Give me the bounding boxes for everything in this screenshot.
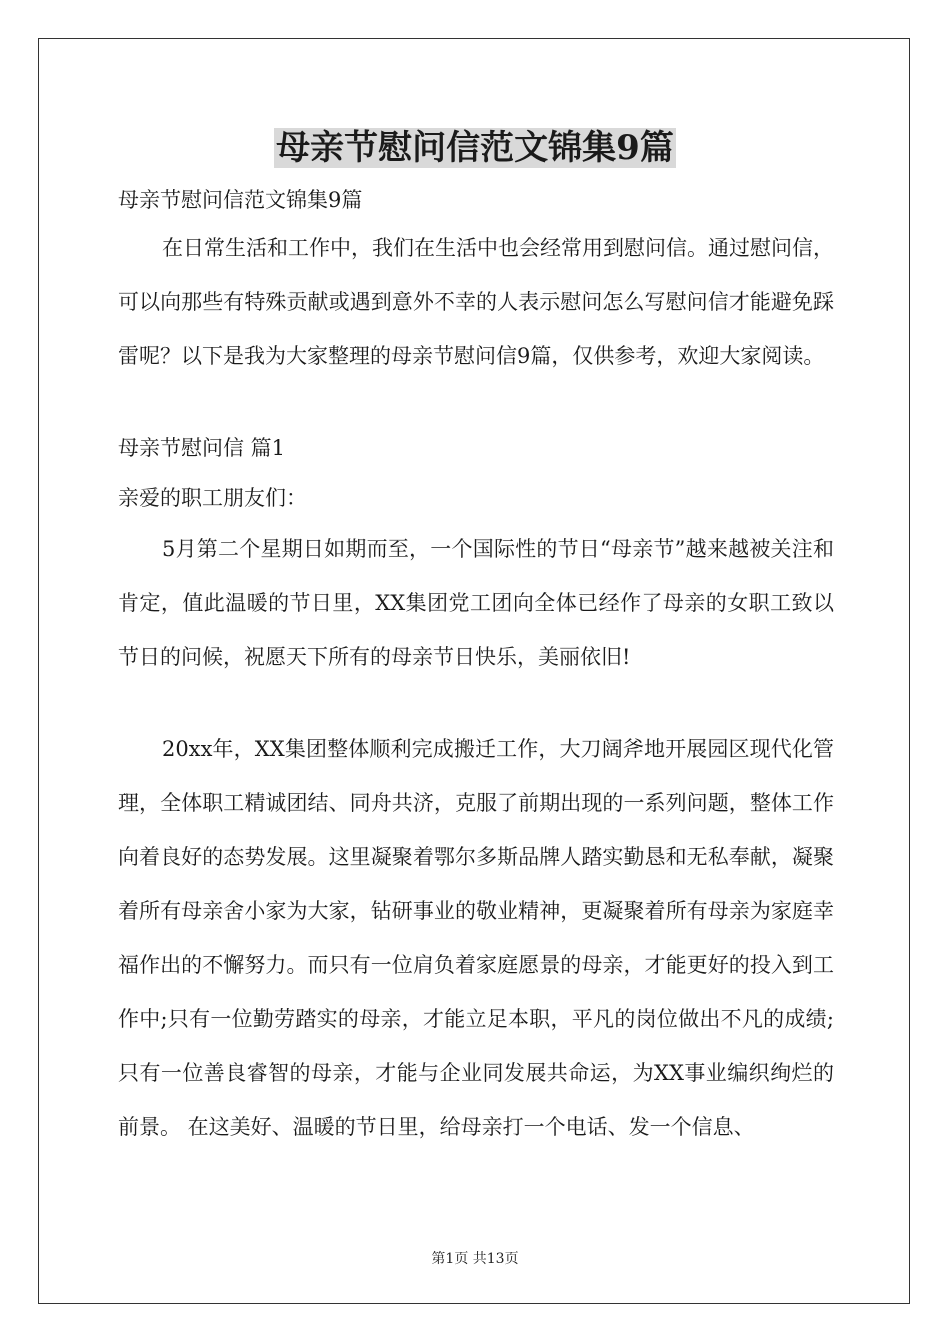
intro-paragraph: 在日常生活和工作中，我们在生活中也会经常用到慰问信。通过慰问信，可以向那些有特殊贡献或遇到意外不幸的人表示慰问怎么写慰问信才能避免踩雷呢？以下是我为大家整理的母亲节慰问信9篇，仅供参考，欢迎大家阅读。 bbox=[118, 236, 834, 368]
body-paragraph-1: 5月第二个星期日如期而至，一个国际性的节日“母亲节”越来越被关注和肯定，值此温暖的节日里，XX集团党工团向全体已经作了母亲的女职工致以节日的问候，祝愿天下所有的母亲节日快乐，美丽依旧! bbox=[118, 537, 834, 669]
document-subtitle: 母亲节慰问信范文锦集9篇 bbox=[118, 188, 363, 212]
document-title: 母亲节慰问信范文锦集9篇 bbox=[276, 128, 674, 168]
section-heading: 母亲节慰问信 篇1 bbox=[118, 436, 286, 460]
body-paragraph-2: 20xx年，XX集团整体顺利完成搬迁工作，大刀阔斧地开展园区现代化管理，全体职工精诚团结、同舟共济，克服了前期出现的一系列问题，整体工作向着良好的态势发展。这里凝聚着鄂尔多斯品牌人踏实勤恳和无私奉献，凝聚着所有母亲舍小家为大家，钻研事业的敬业精神，更凝聚着所有母亲为家庭幸福作出的不懈努力。而只有一位肩负着家庭愿景的母亲，才能更好的投入到工作中;只有一位勤劳踏实的母亲，才能立足本职，平凡的岗位做出不凡的成绩;只有一位善良睿智的母亲，才能与企业同发展共命运，为XX事业编织绚烂的前景。 在这美好、温暖的节日里，给母亲打一个电话、发一个信息、 bbox=[118, 737, 834, 1139]
salutation: 亲爱的职工朋友们： bbox=[118, 486, 307, 510]
page-footer: 第1页 共13页 bbox=[431, 1251, 519, 1267]
